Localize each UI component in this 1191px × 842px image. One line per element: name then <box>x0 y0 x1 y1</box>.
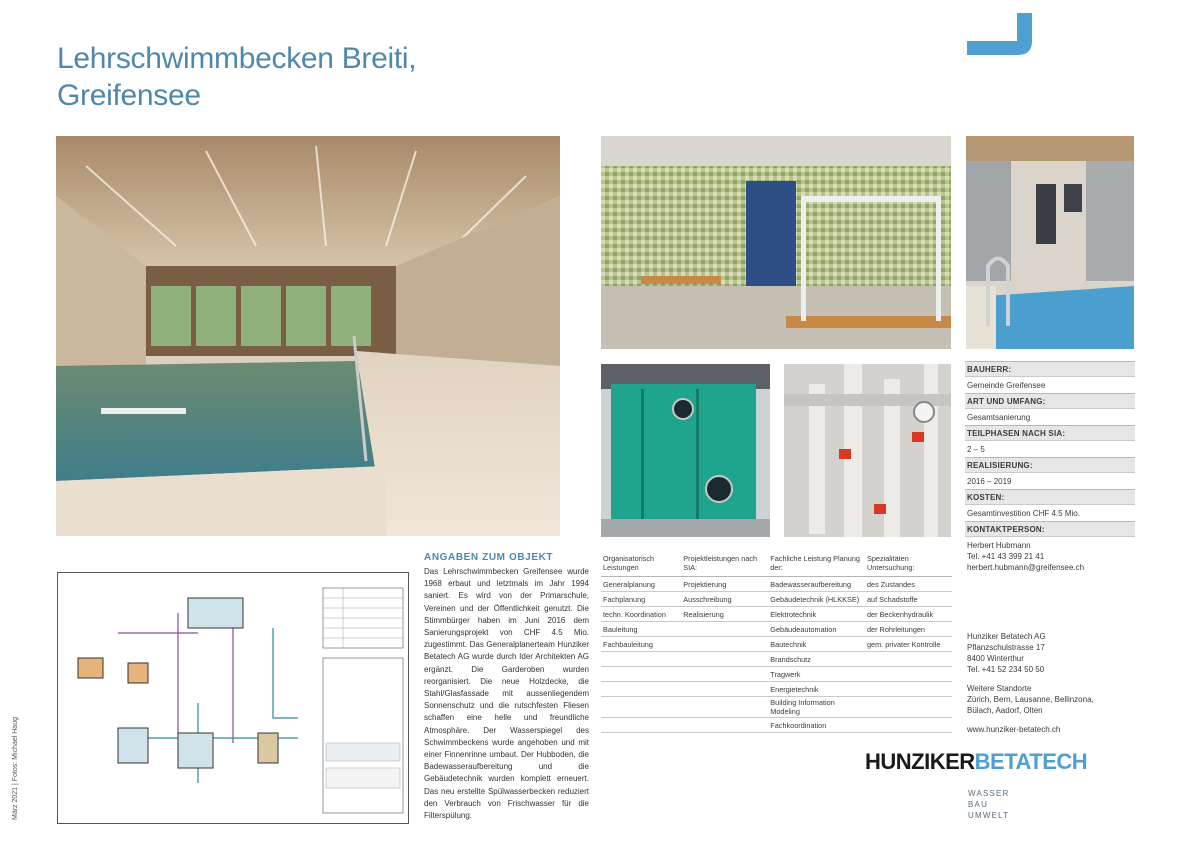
table-cell: Fachplanung <box>603 594 646 604</box>
photo-credit: März 2021 | Fotos: Michael Haug <box>12 717 19 820</box>
table-row <box>601 637 952 652</box>
services-table <box>601 553 952 733</box>
brand-part-2: BETATECH <box>974 749 1088 774</box>
title-line-2: Greifensee <box>57 79 201 112</box>
table-cell: Gebäudeautomation <box>770 624 837 634</box>
company-name: Hunziker Betatech AG <box>967 632 1046 641</box>
brand-part-1: HUNZIKER <box>865 749 975 774</box>
table-cell: Bautechnik <box>770 639 807 649</box>
table-cell: Elektrotechnik <box>770 609 817 619</box>
table-cell: des Zustandes <box>866 579 915 589</box>
table-cell: gem. privater Kontrolle <box>866 639 941 649</box>
info-value-line: Gesamtinvestition CHF 4.5 Mio. <box>967 509 1080 518</box>
table-cell: Generalplanung <box>603 579 655 589</box>
company-city: 8400 Winterthur <box>967 654 1024 663</box>
table-cell: der Rohrleitungen <box>866 624 925 634</box>
table-cell <box>681 706 768 708</box>
info-value <box>965 504 1135 521</box>
info-value <box>965 536 1135 575</box>
table-cell <box>865 706 952 708</box>
table-cell <box>681 643 768 645</box>
table-cell <box>601 673 681 675</box>
table-cell: Bauleitung <box>603 624 638 634</box>
info-value-line: Gesamtsanierung <box>967 413 1031 422</box>
table-cell: Ausschreibung <box>683 594 732 604</box>
pool-edge-photo <box>966 136 1134 349</box>
table-cell <box>681 673 768 675</box>
services-header: Spezialitäten Untersuchung: <box>866 554 915 572</box>
table-cell: Gebäudetechnik (HLKKSE) <box>770 594 860 604</box>
table-cell: Realisierung <box>683 609 724 619</box>
table-cell: Projektierung <box>683 579 727 589</box>
table-cell: auf Schadstoffe <box>866 594 918 604</box>
info-label: KOSTEN: <box>965 489 1135 504</box>
brand-logo <box>865 749 1087 775</box>
table-cell <box>601 724 681 726</box>
table-cell <box>865 658 952 660</box>
sites-line: Zürich, Bern, Lausanne, Bellinzona, <box>967 695 1094 704</box>
table-cell <box>681 688 768 690</box>
table-row <box>601 682 952 697</box>
table-cell: Energietechnik <box>770 684 819 694</box>
process-schematic <box>57 572 409 824</box>
company-street: Pflanzschulstrasse 17 <box>967 643 1045 652</box>
table-cell <box>601 658 681 660</box>
table-row <box>601 622 952 637</box>
info-label: TEILPHASEN NACH SIA: <box>965 425 1135 440</box>
table-cell: Brandschutz <box>770 654 811 664</box>
table-cell: Badewasseraufbereitung <box>770 579 852 589</box>
table-row <box>601 652 952 667</box>
table-cell: techn. Koordination <box>603 609 666 619</box>
info-label: ART UND UMFANG: <box>965 393 1135 408</box>
table-row <box>601 592 952 607</box>
table-cell: der Beckenhydraulik <box>866 609 934 619</box>
table-row <box>601 697 952 718</box>
services-rows <box>601 577 952 733</box>
company-phone: Tel. +41 52 234 50 50 <box>967 665 1045 674</box>
info-label: REALISIERUNG: <box>965 457 1135 472</box>
info-value-line: Tel. +41 43 399 21 41 <box>967 552 1045 561</box>
company-website-link[interactable]: www.hunziker-betatech.ch <box>967 725 1061 734</box>
project-info-table <box>965 361 1135 575</box>
page-title <box>57 40 657 114</box>
logo-mark-icon <box>967 13 1032 55</box>
table-cell <box>681 628 768 630</box>
table-cell <box>681 658 768 660</box>
services-header: Organisatorisch Leistungen <box>603 554 655 572</box>
info-value-line: 2 – 5 <box>967 445 985 454</box>
services-header: Projektleistungen nach SIA: <box>683 554 758 572</box>
sites-title: Weitere Standorte <box>967 684 1032 693</box>
contact-email[interactable]: herbert.hubmann@greifensee.ch <box>967 563 1085 572</box>
sites-line: Bülach, Aadorf, Olten <box>967 706 1043 715</box>
table-cell: Fachkoordination <box>770 720 827 730</box>
pool-hall-photo <box>56 136 560 536</box>
tag-line: WASSER <box>968 789 1010 798</box>
table-cell: Fachbauleitung <box>603 639 653 649</box>
tag-line: BAU <box>968 800 989 809</box>
info-value <box>965 472 1135 489</box>
info-label: KONTAKTPERSON: <box>965 521 1135 536</box>
info-value-line: Herbert Hubmann <box>967 541 1031 550</box>
table-cell <box>601 706 681 708</box>
object-heading: ANGABEN ZUM OBJEKT <box>424 552 554 563</box>
services-header-row <box>601 553 952 577</box>
table-row <box>601 577 952 592</box>
info-value <box>965 440 1135 457</box>
services-header: Fachliche Leistung Planung der: <box>770 554 860 572</box>
piping-photo <box>784 364 951 537</box>
info-label: BAUHERR: <box>965 361 1135 376</box>
table-cell <box>865 673 952 675</box>
table-cell <box>865 724 952 726</box>
table-row <box>601 667 952 682</box>
info-value <box>965 376 1135 393</box>
table-cell <box>601 688 681 690</box>
table-cell <box>681 724 768 726</box>
info-value-line: Gemeinde Greifensee <box>967 381 1046 390</box>
company-address <box>967 631 1137 675</box>
tag-line: UMWELT <box>968 811 1010 820</box>
other-locations <box>967 683 1137 716</box>
info-value <box>965 408 1135 425</box>
table-row <box>601 718 952 733</box>
title-line-1: Lehrschwimmbecken Breiti, <box>57 42 417 75</box>
table-cell: Tragwerk <box>770 669 801 679</box>
changing-room-photo <box>601 136 951 349</box>
object-description: Das Lehrschwimmbecken Greifensee wurde 1968 erbaut und letztmals im Jahr 1994 saniert. Es wird von der Primarschule, Vereinen und der Öffentlichkeit genutzt. Die Stimmbürger haben im Juni 2016 dem Sanierungsprojekt von CHF 4.5 Mio. zugestimmt. Das Generalplanerteam Hunziker Betatech AG wurde durch Ider Architekten AG ergänzt. Die Garderoben wurden reorganisiert. Die neue Holzdecke, die Stahl/Glasfassade mit aussenliegendem Sonnenschutz und die rutschfesten Fliesen schaffen eine helle und freundliche Atmosphäre. Der Wasserspiegel des Schwimmbeckens wurde angehoben und mit einer Finnenrinne umbaut. Der Hubboden, die Badewasseraufbereitung und die Gebäudetechnik wurden komplett erneuert. Das neu erstellte Spülwasserbecken reduziert den Verbrauch von Frischwasser für die Filterspülung. <box>424 567 589 821</box>
air-handling-photo <box>601 364 770 537</box>
brand-tagline <box>968 788 1010 821</box>
table-cell: Building Information Modeling <box>770 698 835 716</box>
info-value-line: 2016 – 2019 <box>967 477 1012 486</box>
table-row <box>601 607 952 622</box>
table-cell <box>865 688 952 690</box>
